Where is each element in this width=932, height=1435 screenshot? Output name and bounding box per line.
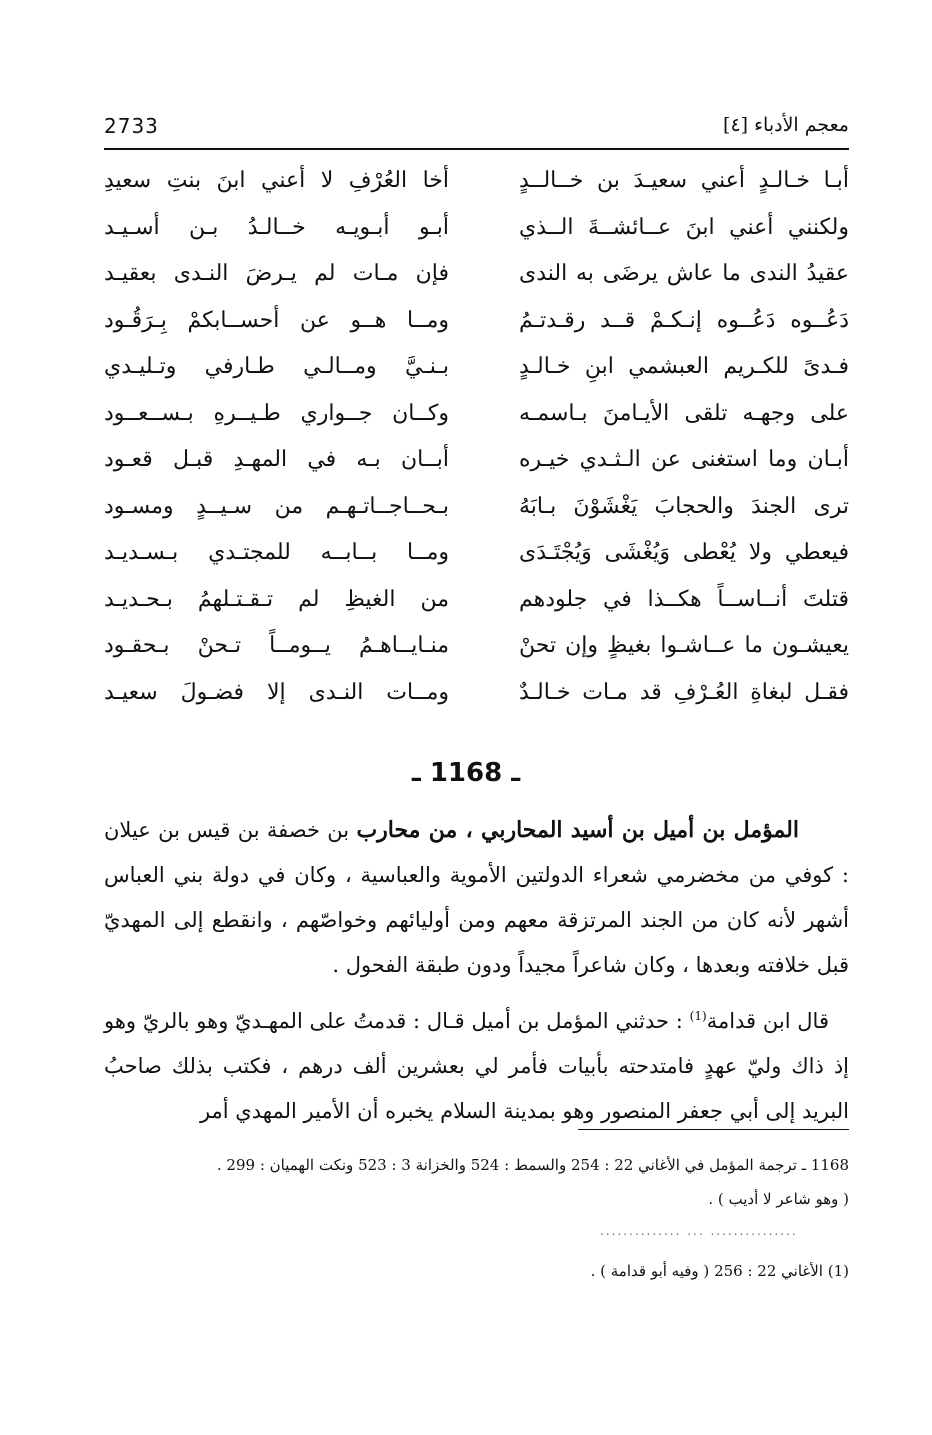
- biography-paragraph-1-text: بن خصفة بن قيس بن عيلان : كوفي من مخضرمي شعراء الدولتين الأموية والعباسية ، وكان في دولة بني العباس أشهر لأنه كان من الجند المرتزقة معهم ومن أوليائهم وخواصّهم ، وانقطع إلى المهديّ قبل خلافته وبعدها ، وكان شاعراً مجيداً ودون طبقة الفحول .: [104, 818, 849, 977]
- verse-first-hemistich: أبـان وما استغنى عن الـثـدي خيـره: [519, 447, 849, 472]
- verse-row: [104, 401, 849, 451]
- source-note-line-2: ( وهو شاعر لا أديب ) .: [708, 1190, 849, 1208]
- narration-text: : حدثني المؤمل بن أميل قـال : قدمتُ على المهـديّ وهو بالريّ وهو إذ ذاك وليّ عهدٍ فامتدحته بأبيات فأمر لي بعشرين ألف درهم ، فكتب بذلك صاحبُ البريد إلى أبي جعفر المنصور وهو بمدينة السلام يخبره أن الأمير المهدي أمر: [104, 1009, 849, 1123]
- verse-row: [104, 354, 849, 404]
- verse-row: [104, 587, 849, 637]
- verse-row: [104, 261, 849, 311]
- poem: [104, 168, 849, 738]
- verse-first-hemistich: على وجهـه تلقى الأيـامنَ بـاسمـه: [519, 400, 849, 426]
- verse-row: [104, 168, 849, 218]
- biography-text: [104, 808, 849, 1134]
- header-divider: [104, 148, 849, 150]
- source-notes: [104, 1148, 849, 1216]
- verse-first-hemistich: عقيدُ الندى ما عاش يرضَى به الندى: [519, 261, 849, 286]
- footnote-marker: (1): [689, 1009, 707, 1023]
- biography-paragraph-1: [104, 808, 849, 988]
- verse-first-hemistich: فـدىً للكـريم العبشمي ابنِ خـالـدٍ: [519, 354, 849, 379]
- footnote-divider: [578, 1129, 849, 1130]
- verse-row: [104, 447, 849, 497]
- verse-row: [104, 215, 849, 265]
- verse-first-hemistich: دَعُــوه دَعُــوه إنـكـمْ قــد رقـدتـمُ: [519, 307, 849, 333]
- narration-start: قال ابن قدامة: [706, 1009, 829, 1033]
- verse-row: [104, 494, 849, 544]
- verse-second-hemistich: وكــان جــواري طـيــرهِ بـســعــود: [104, 400, 449, 426]
- verse-first-hemistich: أبـا خـالـدٍ أعني سعيـدَ بن خــالــدٍ: [519, 168, 849, 193]
- verse-second-hemistich: ومــا بــابــه للمجتـدي بـسـديـد: [104, 540, 449, 565]
- verse-second-hemistich: فإن مـات لم يـرضَ النـدى بعقيـد: [104, 261, 449, 286]
- verse-row: [104, 540, 849, 590]
- subject-name: المؤمل بن أميل بن أسيد المحاربي ، من محارب: [356, 817, 800, 843]
- source-note-line-1: 1168 ـ ترجمة المؤمل في الأغاني 22 : 254 والسمط : 524 والخزانة 3 : 523 ونكت الهميان : 299 .: [216, 1156, 849, 1174]
- dotted-separator: .............. ... ...............: [600, 1224, 798, 1238]
- verse-first-hemistich: ترى الجندَ والحجابَ يَغْشَوْنَ بـابَهُ: [519, 493, 849, 519]
- verse-first-hemistich: قتلتَ أنــاســاً هكــذا في جلودهم: [519, 586, 849, 612]
- verse-row: [104, 308, 849, 358]
- verse-second-hemistich: بـحــاجــاتـهـم من سـيــدٍ ومسـود: [104, 493, 449, 519]
- verse-second-hemistich: منـايــاهـمُ يــومــاً تـحنْ بـحقـود: [104, 633, 449, 658]
- verse-second-hemistich: بـنـيَّ ومــالـي طـارفي وتـليـدي: [104, 354, 449, 379]
- footnote-1: (1) الأغاني 22 : 256 ( وفيه أبو قدامة ) .: [590, 1262, 849, 1280]
- verse-row: [104, 633, 849, 683]
- verse-second-hemistich: أخا العُرْفِ لا أعني ابنَ بنتِ سعيدِ: [104, 168, 449, 193]
- verse-first-hemistich: ولكنني أعني ابنَ عــائشــةَ الــذي: [519, 214, 849, 240]
- entry-number: ـ 1168 ـ: [411, 758, 521, 788]
- verse-first-hemistich: يعيشـون ما عــاشـوا بغيظٍ وإن تحنْ: [519, 633, 849, 658]
- page-number: 2733: [104, 114, 159, 138]
- biography-paragraph-2: [104, 994, 849, 1134]
- verse-second-hemistich: من الغيظِ لم تـقـتـلهمُ بـحـديـد: [104, 586, 449, 612]
- running-title: معجم الأدباء [٤]: [723, 114, 849, 136]
- verse-first-hemistich: فيعطي ولا يُعْطى وَيُغْشَى وَيُجْتَـدَى: [519, 540, 849, 565]
- page-header: [104, 110, 849, 150]
- verse-first-hemistich: فقـل لبغاةِ العُـرْفِ قد مـات خـالـدٌ: [519, 679, 849, 705]
- verse-row: [104, 680, 849, 730]
- verse-second-hemistich: أبـو أبـويـه خــالـدُ بـن أسـيـد: [104, 214, 449, 240]
- verse-second-hemistich: ومــات النـدى إلا فضـولَ سعيـد: [104, 679, 449, 705]
- verse-second-hemistich: ومــا هــو عن أحســابكمْ بِـرَقُـود: [104, 307, 449, 333]
- verse-second-hemistich: أبــان بـه في المهـدِ قبـل قعـود: [104, 447, 449, 472]
